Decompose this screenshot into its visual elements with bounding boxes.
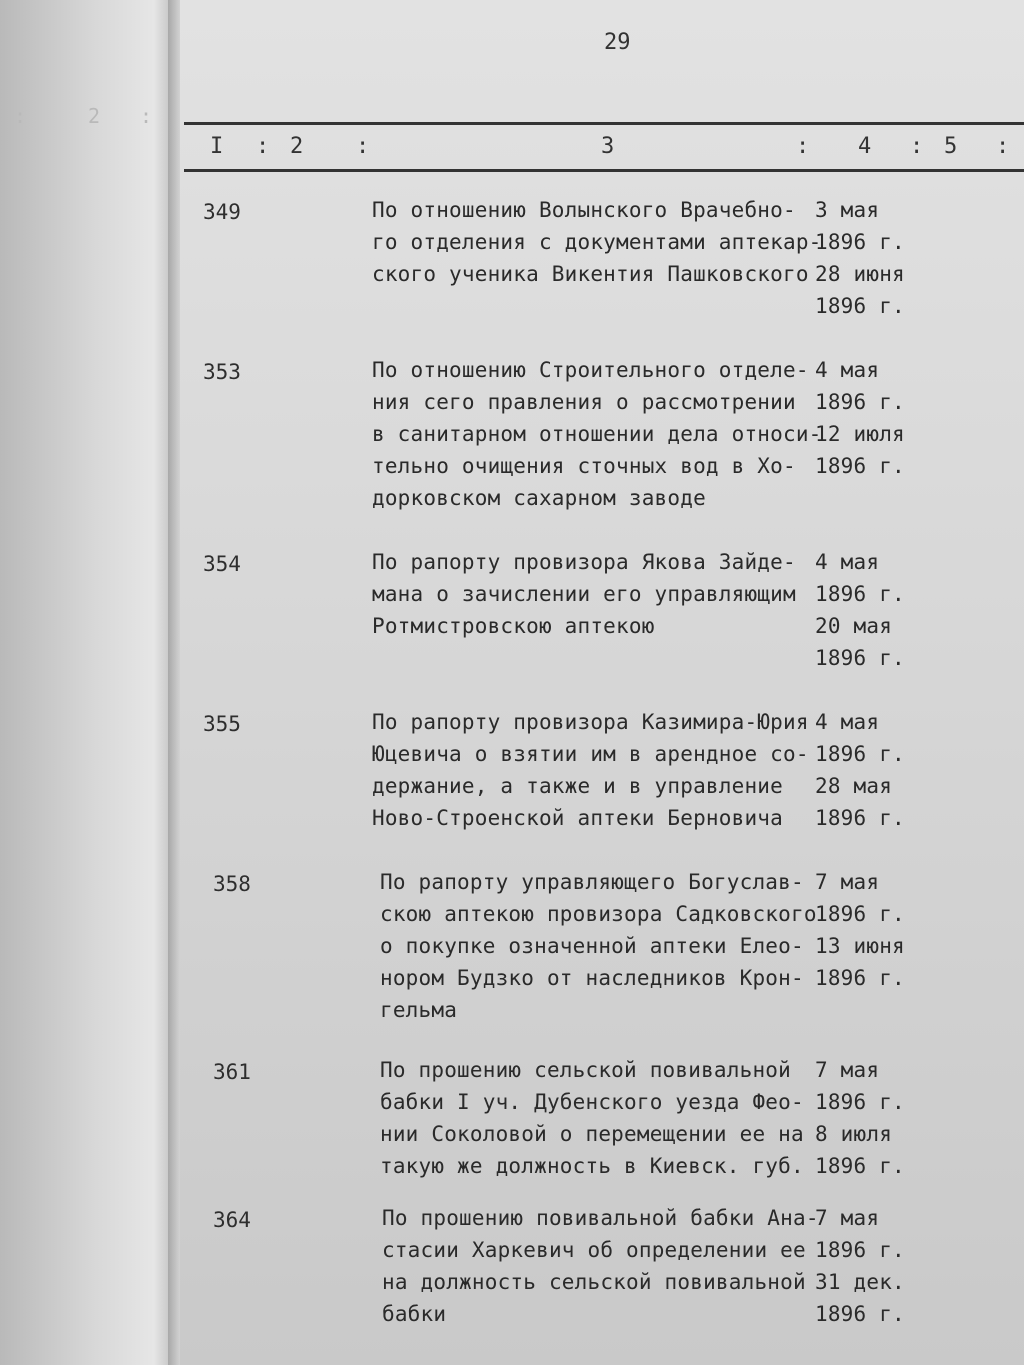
entry-text-line: такую же должность в Киевск. губ.	[380, 1154, 804, 1178]
entry-text-line: на должность сельской повивальной	[382, 1270, 806, 1294]
entry-date-line: 28 мая	[815, 774, 893, 798]
entry-date-line: 1896 г.	[815, 454, 905, 478]
entry-number: 358	[213, 872, 251, 896]
entry-date-line: 1896 г.	[815, 902, 905, 926]
entry-text-line: По прошению сельской повивальной	[380, 1058, 791, 1082]
entry-number: 355	[203, 712, 241, 736]
entry-text-line: держание, а также и в управление	[372, 774, 783, 798]
left-page-fragment: 2	[88, 104, 101, 128]
entry-date-line: 7 мая	[815, 1206, 880, 1230]
entry-text-line: о покупке означенной аптеки Елео-	[380, 934, 804, 958]
entry-text-line: ния сего правления о рассмотрении	[372, 390, 796, 414]
header-rule-bottom	[184, 169, 1024, 172]
entry-date-line: 1896 г.	[815, 1302, 905, 1326]
entry-date-line: 1896 г.	[815, 966, 905, 990]
entry-date-line: 1896 г.	[815, 230, 905, 254]
column-separator: :	[256, 134, 270, 159]
entry-date-line: 28 июня	[815, 262, 905, 286]
column-separator: :	[796, 134, 810, 159]
entry-text-line: скою аптекою провизора Садковского	[380, 902, 817, 926]
column-header: 5	[944, 134, 958, 159]
entry-text-line: Юцевича о взятии им в арендное со-	[372, 742, 809, 766]
column-header: 4	[858, 134, 872, 159]
left-facing-page	[0, 0, 175, 1365]
entry-date-line: 1896 г.	[815, 646, 905, 670]
entry-text-line: стасии Харкевич об определении ее	[382, 1238, 806, 1262]
entry-date-line: 13 июня	[815, 934, 905, 958]
entry-text-line: ского ученика Викентия Пашковского	[372, 262, 809, 286]
entry-text-line: По рапорту провизора Якова Зайде-	[372, 550, 796, 574]
entry-number: 361	[213, 1060, 251, 1084]
entry-text-line: нором Будзко от наследников Крон-	[380, 966, 804, 990]
entry-date-line: 20 мая	[815, 614, 893, 638]
entry-date-line: 1896 г.	[815, 294, 905, 318]
entry-text-line: Ротмистровскою аптекою	[372, 614, 655, 638]
entry-number: 364	[213, 1208, 251, 1232]
entry-date-line: 4 мая	[815, 358, 880, 382]
entry-date-line: 12 июля	[815, 422, 905, 446]
entry-text-line: По отношению Строительного отделе-	[372, 358, 809, 382]
page-number: 29	[604, 30, 631, 55]
entry-text-line: По рапорту управляющего Богуслав-	[380, 870, 804, 894]
column-separator: :	[356, 134, 370, 159]
left-page-fragment: :	[14, 104, 27, 128]
entry-date-line: 7 мая	[815, 1058, 880, 1082]
column-separator: :	[996, 134, 1010, 159]
column-header: 2	[290, 134, 304, 159]
entry-date-line: 1896 г.	[815, 1154, 905, 1178]
entry-number: 353	[203, 360, 241, 384]
entry-date-line: 1896 г.	[815, 742, 905, 766]
left-page-fragment: :	[140, 104, 153, 128]
header-rule-top	[184, 122, 1024, 125]
entry-text-line: По прошению повивальной бабки Ана-	[382, 1206, 819, 1230]
entry-text-line: По отношению Волынского Врачебно-	[372, 198, 796, 222]
entry-date-line: 1896 г.	[815, 390, 905, 414]
entry-date-line: 1896 г.	[815, 582, 905, 606]
entry-date-line: 1896 г.	[815, 806, 905, 830]
entry-text-line: Ново-Строенской аптеки Берновича	[372, 806, 783, 830]
entry-text-line: дорковском сахарном заводе	[372, 486, 706, 510]
entry-date-line: 1896 г.	[815, 1238, 905, 1262]
entry-text-line: тельно очищения сточных вод в Хо-	[372, 454, 796, 478]
column-separator: :	[910, 134, 924, 159]
entry-text-line: го отделения с документами аптекар-	[372, 230, 822, 254]
entry-date-line: 1896 г.	[815, 1090, 905, 1114]
entry-text-line: гельма	[380, 998, 458, 1022]
column-header: I	[210, 134, 224, 159]
entry-text-line: По рапорту провизора Казимира-Юрия	[372, 710, 809, 734]
entry-date-line: 3 мая	[815, 198, 880, 222]
entry-number: 349	[203, 200, 241, 224]
column-header: 3	[601, 134, 615, 159]
entry-date-line: 4 мая	[815, 550, 880, 574]
entry-date-line: 4 мая	[815, 710, 880, 734]
entry-text-line: нии Соколовой о перемещении ее на	[380, 1122, 804, 1146]
entry-date-line: 8 июля	[815, 1122, 893, 1146]
entry-text-line: мана о зачислении его управляющим	[372, 582, 796, 606]
entry-date-line: 7 мая	[815, 870, 880, 894]
entry-text-line: бабки I уч. Дубенского уезда Фео-	[380, 1090, 804, 1114]
entry-date-line: 31 дек.	[815, 1270, 905, 1294]
entry-number: 354	[203, 552, 241, 576]
entry-text-line: бабки	[382, 1302, 447, 1326]
entry-text-line: в санитарном отношении дела относи-	[372, 422, 822, 446]
